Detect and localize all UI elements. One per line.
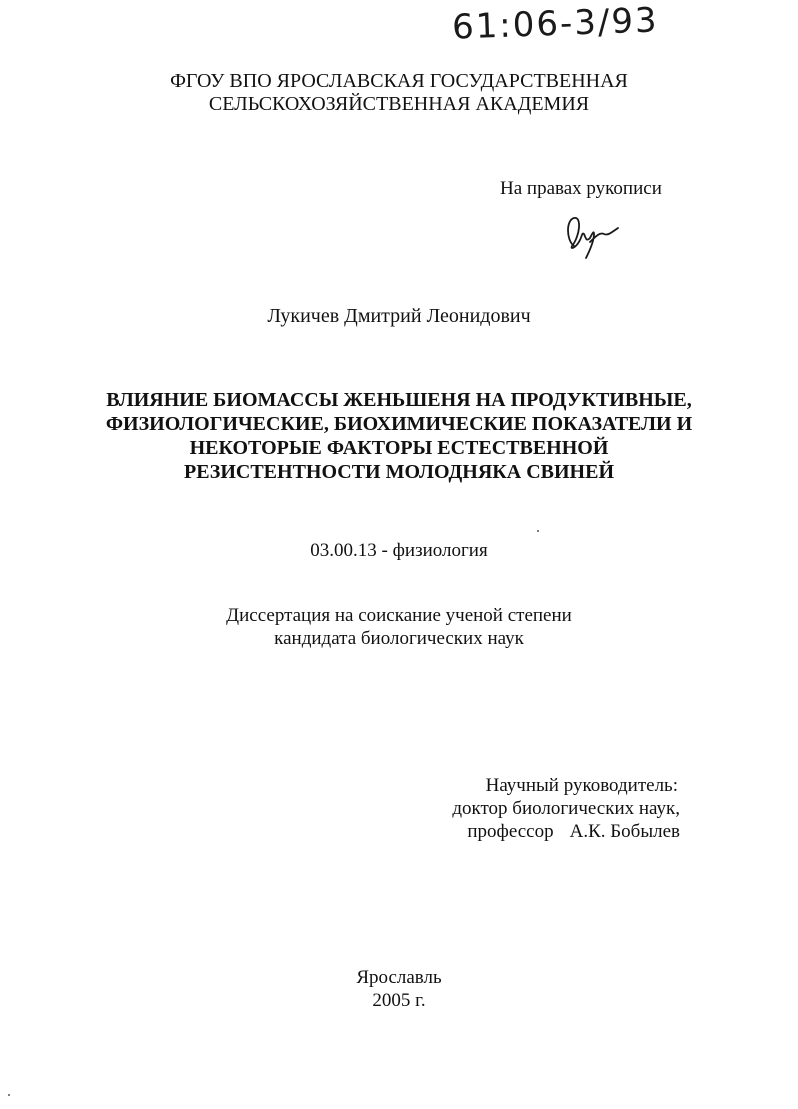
title-line: ФИЗИОЛОГИЧЕСКИЕ, БИОХИМИЧЕСКИЕ ПОКАЗАТЕЛИ И [105,413,693,435]
scan-speck [537,530,539,532]
supervisor-rank-name [440,820,680,843]
manuscript-note: На правах рукописи [500,178,662,199]
title-line: РЕЗИСТЕНТНОСТИ МОЛОДНЯКА СВИНЕЙ [183,461,615,483]
degree-line-2: кандидата биологических наук [274,628,524,649]
supervisor-block [440,774,680,843]
degree-statement [0,604,798,650]
signature-icon [560,206,622,260]
title-line: ВЛИЯНИЕ БИОМАССЫ ЖЕНЬШЕНЯ НА ПРОДУКТИВНЫЕ, [106,389,692,411]
institution-line-1: ФГОУ ВПО ЯРОСЛАВСКАЯ ГОСУДАРСТВЕННАЯ [170,70,628,92]
supervisor-name: А.К. Бобылев [569,821,680,842]
place-and-year [0,966,798,1012]
institution-name [0,70,798,116]
year: 2005 г. [372,990,426,1011]
specialty-code: 03.00.13 - физиология [310,540,488,561]
archive-code: 61:06-3/93 [451,0,660,48]
supervisor-rank: профессор [467,821,554,842]
city: Ярославль [356,967,442,988]
author-name: Лукичев Дмитрий Леонидович [267,305,531,327]
supervisor-degree: доктор биологических наук, [452,798,680,819]
supervisor-label: Научный руководитель: [485,775,678,796]
degree-line-1: Диссертация на соискание ученой степени [226,605,572,626]
institution-line-2: СЕЛЬСКОХОЗЯЙСТВЕННАЯ АКАДЕМИЯ [208,93,590,115]
scan-speck [8,1094,10,1096]
title-line: НЕКОТОРЫЕ ФАКТОРЫ ЕСТЕСТВЕННОЙ [189,437,609,459]
dissertation-title [100,388,698,484]
